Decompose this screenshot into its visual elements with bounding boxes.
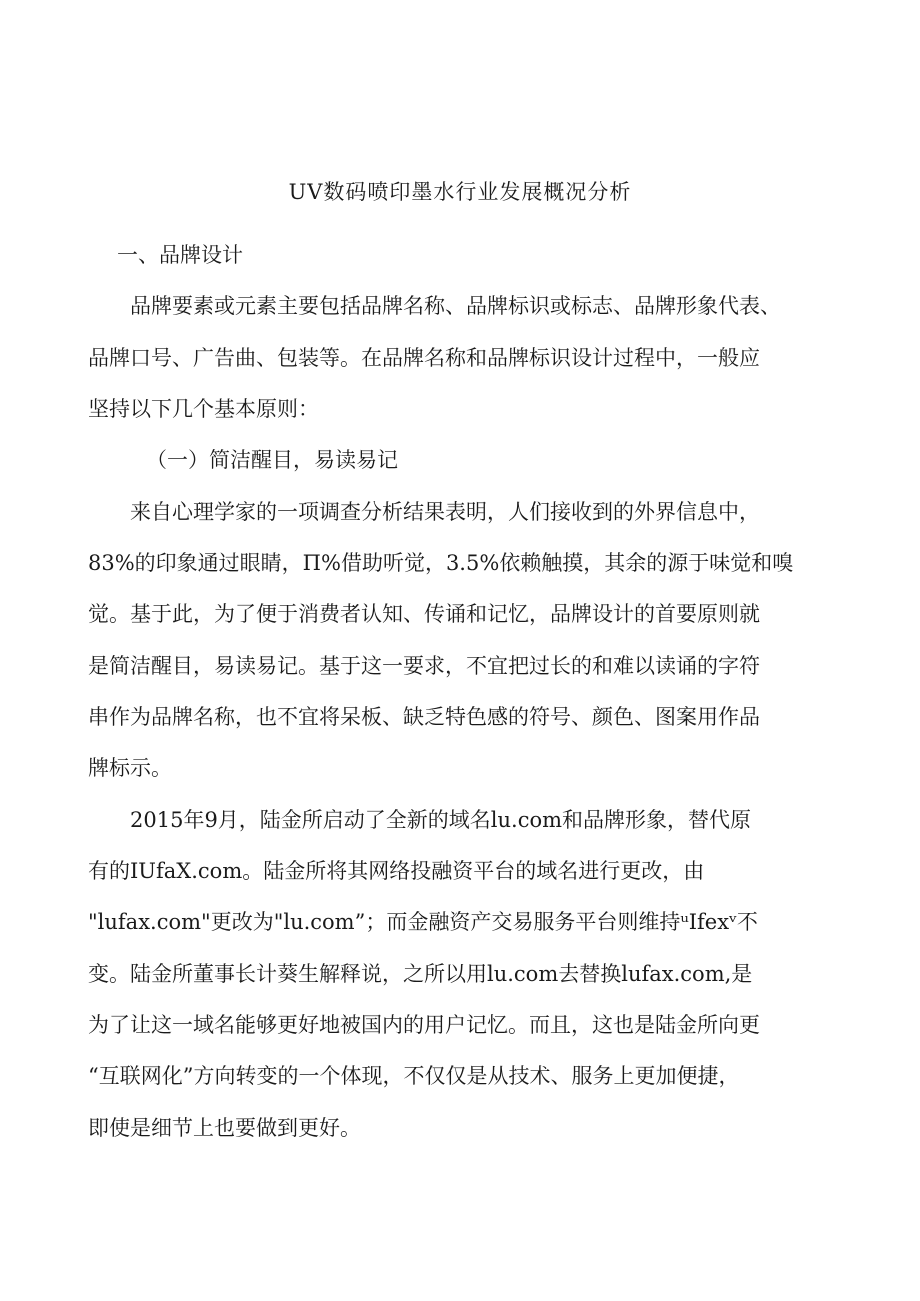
paragraph-line: 变。陆金所董事长计葵生解释说，之所以用lu.com去替换lufax.com,是 xyxy=(88,962,753,986)
paragraph-line: 为了让这一域名能够更好地被国内的用户记忆。而且，这也是陆金所向更 xyxy=(88,1013,760,1037)
subheading: （一）简洁醒目，易读易记 xyxy=(146,448,398,472)
paragraph-line: “互联网化”方向转变的一个体现，不仅仅是从技术、服务上更加便捷， xyxy=(88,1064,740,1088)
paragraph-line: "lufax.com"更改为"lu.com”；而金融资产交易服务平台则维持ᵘIfexᵛ不 xyxy=(88,910,758,934)
paragraph-line: 坚持以下几个基本原则： xyxy=(88,397,319,421)
paragraph-line: 牌标示。 xyxy=(88,756,172,780)
paragraph-line: 来自心理学家的一项调查分析结果表明，人们接收到的外界信息中， xyxy=(130,500,760,524)
document-title: UV数码喷印墨水行业发展概况分析 xyxy=(288,180,632,204)
paragraph-line: 觉。基于此，为了便于消费者认知、传诵和记忆，品牌设计的首要原则就 xyxy=(88,602,760,626)
paragraph-line: 是简洁醒目，易读易记。基于这一要求，不宜把过长的和难以读诵的字符 xyxy=(88,654,760,678)
paragraph-line: 2015年9月，陆金所启动了全新的域名lu.com和品牌形象，替代原 xyxy=(130,808,752,832)
section-heading: 一、品牌设计 xyxy=(117,243,243,267)
paragraph-line: 品牌要素或元素主要包括品牌名称、品牌标识或标志、品牌形象代表、 xyxy=(130,294,781,318)
paragraph-line: 83%的印象通过眼睛，Π%借助听觉，3.5%依赖触摸，其余的源于味觉和嗅 xyxy=(88,551,794,575)
paragraph-line: 有的IUfaX.com。陆金所将其网络投融资平台的域名进行更改，由 xyxy=(88,859,705,883)
paragraph-line: 品牌口号、广告曲、包装等。在品牌名称和品牌标识设计过程中，一般应 xyxy=(88,346,760,370)
paragraph-line: 即使是细节上也要做到更好。 xyxy=(88,1116,361,1140)
paragraph-line: 串作为品牌名称，也不宜将呆板、缺乏特色感的符号、颜色、图案用作品 xyxy=(88,705,760,729)
